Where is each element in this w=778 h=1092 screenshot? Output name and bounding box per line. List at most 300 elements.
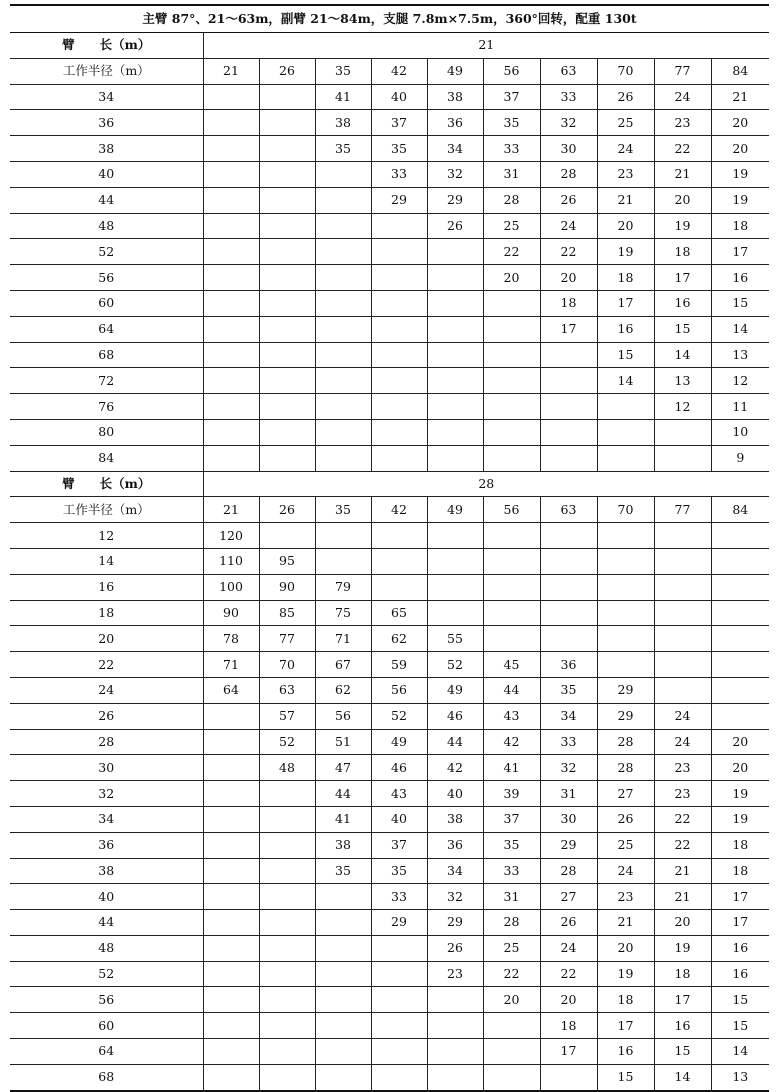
capacity-cell: 44 [427, 729, 483, 755]
capacity-cell [259, 781, 315, 807]
capacity-cell [427, 548, 483, 574]
capacity-cell: 17 [654, 265, 711, 291]
jib-length-header: 84 [711, 497, 769, 523]
capacity-cell [259, 239, 315, 265]
capacity-cell [203, 781, 259, 807]
jib-length-header: 35 [315, 497, 371, 523]
jib-length-header: 56 [483, 58, 540, 84]
capacity-cell: 52 [371, 703, 427, 729]
boom-length-row [10, 471, 769, 497]
capacity-cell: 16 [597, 316, 654, 342]
capacity-cell: 33 [540, 84, 597, 110]
capacity-cell: 16 [597, 1039, 654, 1065]
capacity-cell: 90 [259, 574, 315, 600]
capacity-cell [427, 316, 483, 342]
capacity-cell [711, 703, 769, 729]
radius-cell: 68 [10, 342, 203, 368]
capacity-cell: 45 [483, 652, 540, 678]
capacity-cell [597, 548, 654, 574]
capacity-cell: 23 [597, 161, 654, 187]
capacity-cell: 37 [371, 110, 427, 136]
capacity-cell: 38 [427, 806, 483, 832]
capacity-cell: 77 [259, 626, 315, 652]
capacity-cell: 19 [711, 806, 769, 832]
capacity-cell [259, 342, 315, 368]
capacity-cell: 75 [315, 600, 371, 626]
capacity-cell [540, 600, 597, 626]
capacity-cell: 26 [427, 213, 483, 239]
radius-cell: 24 [10, 677, 203, 703]
capacity-cell: 31 [540, 781, 597, 807]
load-chart-document [10, 4, 769, 1092]
table-row [10, 368, 769, 394]
capacity-cell [540, 523, 597, 549]
capacity-cell [427, 342, 483, 368]
capacity-cell: 17 [597, 290, 654, 316]
capacity-cell: 31 [483, 884, 540, 910]
capacity-cell: 35 [371, 136, 427, 162]
capacity-cell [371, 935, 427, 961]
capacity-cell: 34 [540, 703, 597, 729]
capacity-cell [315, 1064, 371, 1090]
capacity-cell: 17 [540, 316, 597, 342]
table-row [10, 755, 769, 781]
capacity-cell: 19 [711, 187, 769, 213]
capacity-cell [654, 574, 711, 600]
capacity-cell: 41 [483, 755, 540, 781]
capacity-cell: 38 [427, 84, 483, 110]
capacity-cell: 14 [711, 1039, 769, 1065]
capacity-cell: 32 [427, 161, 483, 187]
capacity-cell: 78 [203, 626, 259, 652]
capacity-cell: 41 [315, 84, 371, 110]
capacity-cell: 18 [711, 858, 769, 884]
table-row [10, 342, 769, 368]
capacity-cell [203, 445, 259, 471]
capacity-cell: 35 [540, 677, 597, 703]
capacity-cell: 21 [654, 884, 711, 910]
radius-cell: 44 [10, 910, 203, 936]
capacity-cell: 70 [259, 652, 315, 678]
capacity-cell [427, 419, 483, 445]
capacity-cell [483, 1013, 540, 1039]
capacity-cell: 19 [597, 961, 654, 987]
capacity-cell [427, 445, 483, 471]
radius-cell: 40 [10, 884, 203, 910]
capacity-cell: 35 [483, 832, 540, 858]
capacity-cell [259, 290, 315, 316]
capacity-cell [315, 987, 371, 1013]
jib-length-header: 49 [427, 497, 483, 523]
capacity-cell: 18 [540, 290, 597, 316]
working-radius-label: 工作半径（m） [10, 497, 203, 523]
capacity-cell [371, 523, 427, 549]
capacity-cell [654, 548, 711, 574]
capacity-cell [259, 910, 315, 936]
capacity-cell [371, 1064, 427, 1090]
capacity-cell: 20 [711, 136, 769, 162]
capacity-cell: 52 [259, 729, 315, 755]
capacity-cell: 44 [315, 781, 371, 807]
capacity-cell [203, 1013, 259, 1039]
capacity-cell: 23 [597, 884, 654, 910]
radius-cell: 40 [10, 161, 203, 187]
table-row [10, 419, 769, 445]
capacity-cell [371, 574, 427, 600]
radius-cell: 80 [10, 419, 203, 445]
capacity-cell: 19 [711, 161, 769, 187]
capacity-cell [259, 110, 315, 136]
capacity-cell [711, 574, 769, 600]
capacity-cell [371, 1039, 427, 1065]
capacity-cell [597, 419, 654, 445]
capacity-cell: 85 [259, 600, 315, 626]
capacity-cell: 18 [711, 213, 769, 239]
capacity-cell: 34 [427, 136, 483, 162]
capacity-cell [203, 419, 259, 445]
capacity-cell: 15 [711, 1013, 769, 1039]
boom-length-value: 21 [203, 33, 769, 59]
table-row [10, 265, 769, 291]
capacity-cell [427, 1013, 483, 1039]
capacity-cell [427, 1039, 483, 1065]
capacity-cell [597, 626, 654, 652]
capacity-cell [427, 239, 483, 265]
capacity-cell: 30 [540, 806, 597, 832]
capacity-cell: 15 [654, 316, 711, 342]
capacity-cell [540, 574, 597, 600]
capacity-cell: 22 [483, 239, 540, 265]
capacity-cell [203, 265, 259, 291]
capacity-cell [259, 368, 315, 394]
capacity-cell: 18 [597, 265, 654, 291]
capacity-cell: 24 [540, 935, 597, 961]
capacity-cell [259, 445, 315, 471]
capacity-cell: 39 [483, 781, 540, 807]
jib-length-header: 77 [654, 58, 711, 84]
capacity-cell [540, 394, 597, 420]
capacity-cell: 20 [597, 213, 654, 239]
capacity-cell: 37 [483, 806, 540, 832]
radius-cell: 28 [10, 729, 203, 755]
capacity-cell [315, 265, 371, 291]
table-row [10, 703, 769, 729]
capacity-cell [203, 394, 259, 420]
radius-cell: 36 [10, 110, 203, 136]
capacity-cell [483, 445, 540, 471]
capacity-cell: 22 [483, 961, 540, 987]
radius-cell: 34 [10, 806, 203, 832]
table-row [10, 445, 769, 471]
jib-length-header: 49 [427, 58, 483, 84]
capacity-cell: 24 [540, 213, 597, 239]
capacity-cell: 28 [483, 187, 540, 213]
capacity-cell: 55 [427, 626, 483, 652]
capacity-cell: 46 [427, 703, 483, 729]
capacity-cell: 18 [654, 961, 711, 987]
radius-cell: 68 [10, 1064, 203, 1090]
capacity-cell [203, 935, 259, 961]
radius-cell: 48 [10, 213, 203, 239]
table-row [10, 961, 769, 987]
capacity-cell [371, 239, 427, 265]
table-row [10, 1039, 769, 1065]
capacity-cell [483, 1064, 540, 1090]
capacity-cell [203, 832, 259, 858]
radius-cell: 38 [10, 136, 203, 162]
jib-length-header: 35 [315, 58, 371, 84]
capacity-cell [203, 213, 259, 239]
capacity-cell: 63 [259, 677, 315, 703]
capacity-cell [711, 523, 769, 549]
capacity-cell: 62 [315, 677, 371, 703]
capacity-cell [203, 755, 259, 781]
capacity-cell: 32 [540, 755, 597, 781]
capacity-cell: 31 [483, 161, 540, 187]
capacity-cell: 12 [711, 368, 769, 394]
capacity-cell: 33 [483, 858, 540, 884]
capacity-cell: 28 [540, 161, 597, 187]
radius-cell: 76 [10, 394, 203, 420]
table-title-row [10, 5, 769, 33]
capacity-cell [597, 574, 654, 600]
capacity-cell [427, 574, 483, 600]
capacity-cell [371, 394, 427, 420]
capacity-cell [259, 161, 315, 187]
radius-cell: 72 [10, 368, 203, 394]
capacity-cell [203, 342, 259, 368]
capacity-cell [203, 136, 259, 162]
capacity-cell [371, 290, 427, 316]
capacity-cell [483, 600, 540, 626]
capacity-cell: 33 [540, 729, 597, 755]
capacity-cell: 22 [540, 239, 597, 265]
capacity-cell: 13 [711, 1064, 769, 1090]
capacity-cell [427, 523, 483, 549]
radius-cell: 34 [10, 84, 203, 110]
capacity-cell: 25 [483, 935, 540, 961]
capacity-cell: 16 [654, 290, 711, 316]
capacity-cell [654, 445, 711, 471]
boom-length-label: 臂 长（m） [10, 471, 203, 497]
radius-cell: 26 [10, 703, 203, 729]
capacity-cell: 16 [711, 935, 769, 961]
capacity-cell [315, 445, 371, 471]
radius-cell: 36 [10, 832, 203, 858]
table-row [10, 626, 769, 652]
capacity-cell: 24 [654, 703, 711, 729]
capacity-cell: 43 [483, 703, 540, 729]
capacity-cell: 23 [654, 781, 711, 807]
capacity-cell [371, 342, 427, 368]
radius-cell: 22 [10, 652, 203, 678]
table-title: 主臂 87°、21～63m，副臂 21～84m，支腿 7.8m×7.5m，360°回转，配重 130t [10, 5, 769, 33]
capacity-cell: 47 [315, 755, 371, 781]
capacity-cell: 19 [597, 239, 654, 265]
capacity-cell: 26 [427, 935, 483, 961]
capacity-cell [483, 394, 540, 420]
jib-length-header: 63 [540, 58, 597, 84]
capacity-cell: 21 [597, 187, 654, 213]
capacity-cell: 67 [315, 652, 371, 678]
table-row [10, 239, 769, 265]
capacity-cell: 22 [654, 136, 711, 162]
table-row [10, 677, 769, 703]
capacity-cell: 32 [427, 884, 483, 910]
capacity-cell [259, 1064, 315, 1090]
capacity-cell [483, 419, 540, 445]
capacity-cell [203, 187, 259, 213]
capacity-cell [315, 187, 371, 213]
capacity-cell: 52 [427, 652, 483, 678]
capacity-cell [203, 290, 259, 316]
capacity-cell: 26 [540, 187, 597, 213]
table-row [10, 832, 769, 858]
capacity-cell [540, 419, 597, 445]
jib-length-header: 21 [203, 497, 259, 523]
capacity-cell: 34 [427, 858, 483, 884]
capacity-cell [315, 548, 371, 574]
table-row [10, 910, 769, 936]
radius-cell: 16 [10, 574, 203, 600]
capacity-cell: 20 [711, 755, 769, 781]
capacity-cell: 56 [315, 703, 371, 729]
capacity-cell: 38 [315, 110, 371, 136]
capacity-cell: 27 [597, 781, 654, 807]
table-row [10, 110, 769, 136]
capacity-cell: 29 [597, 677, 654, 703]
radius-cell: 64 [10, 1039, 203, 1065]
capacity-cell [483, 626, 540, 652]
capacity-cell [427, 368, 483, 394]
capacity-cell [315, 239, 371, 265]
capacity-cell [427, 1064, 483, 1090]
table-row [10, 316, 769, 342]
table-row [10, 884, 769, 910]
capacity-cell: 24 [654, 84, 711, 110]
radius-cell: 52 [10, 961, 203, 987]
capacity-cell [371, 548, 427, 574]
capacity-cell [315, 161, 371, 187]
capacity-cell [259, 394, 315, 420]
capacity-cell: 20 [540, 987, 597, 1013]
capacity-cell [315, 316, 371, 342]
capacity-cell: 42 [483, 729, 540, 755]
capacity-cell: 20 [654, 910, 711, 936]
capacity-cell [540, 1064, 597, 1090]
capacity-cell: 28 [597, 729, 654, 755]
table-row [10, 806, 769, 832]
table-row [10, 84, 769, 110]
capacity-cell: 11 [711, 394, 769, 420]
capacity-cell: 17 [597, 1013, 654, 1039]
capacity-cell: 29 [597, 703, 654, 729]
capacity-cell: 62 [371, 626, 427, 652]
capacity-cell [540, 626, 597, 652]
radius-cell: 30 [10, 755, 203, 781]
capacity-cell: 64 [203, 677, 259, 703]
capacity-cell [315, 961, 371, 987]
capacity-cell: 49 [427, 677, 483, 703]
jib-length-header: 42 [371, 58, 427, 84]
table-row [10, 187, 769, 213]
capacity-cell: 36 [427, 832, 483, 858]
capacity-cell [259, 858, 315, 884]
capacity-cell: 95 [259, 548, 315, 574]
table-row [10, 523, 769, 549]
capacity-cell: 12 [654, 394, 711, 420]
capacity-cell: 35 [483, 110, 540, 136]
capacity-cell [711, 600, 769, 626]
capacity-cell: 15 [597, 1064, 654, 1090]
jib-length-header: 70 [597, 58, 654, 84]
capacity-cell: 41 [315, 806, 371, 832]
capacity-cell: 40 [427, 781, 483, 807]
capacity-cell [259, 265, 315, 291]
capacity-cell: 38 [315, 832, 371, 858]
capacity-cell [203, 239, 259, 265]
capacity-cell [203, 910, 259, 936]
capacity-cell: 24 [597, 858, 654, 884]
capacity-cell [203, 987, 259, 1013]
table-row [10, 574, 769, 600]
jib-length-header: 26 [259, 497, 315, 523]
capacity-cell: 22 [540, 961, 597, 987]
capacity-cell: 14 [654, 342, 711, 368]
capacity-cell [259, 1013, 315, 1039]
table-row [10, 1013, 769, 1039]
capacity-cell [203, 161, 259, 187]
capacity-cell: 28 [597, 755, 654, 781]
capacity-cell: 16 [711, 265, 769, 291]
capacity-cell: 56 [371, 677, 427, 703]
capacity-cell [371, 987, 427, 1013]
capacity-cell [259, 84, 315, 110]
table-row [10, 161, 769, 187]
capacity-cell: 65 [371, 600, 427, 626]
table-row [10, 600, 769, 626]
capacity-cell [259, 187, 315, 213]
table-row [10, 1064, 769, 1090]
jib-length-header: 56 [483, 497, 540, 523]
capacity-cell [654, 523, 711, 549]
capacity-cell [315, 523, 371, 549]
capacity-cell: 21 [597, 910, 654, 936]
jib-length-header-row [10, 58, 769, 84]
capacity-cell: 20 [711, 729, 769, 755]
boom-length-row [10, 33, 769, 59]
jib-length-header: 84 [711, 58, 769, 84]
capacity-cell: 14 [654, 1064, 711, 1090]
capacity-cell: 23 [654, 110, 711, 136]
capacity-cell: 22 [654, 832, 711, 858]
table-row [10, 290, 769, 316]
radius-cell: 48 [10, 935, 203, 961]
capacity-cell [259, 136, 315, 162]
capacity-cell: 57 [259, 703, 315, 729]
capacity-cell [203, 84, 259, 110]
radius-cell: 60 [10, 290, 203, 316]
jib-length-header: 42 [371, 497, 427, 523]
capacity-cell: 40 [371, 84, 427, 110]
capacity-cell [259, 935, 315, 961]
capacity-cell: 33 [371, 884, 427, 910]
capacity-cell [540, 548, 597, 574]
capacity-cell: 29 [371, 187, 427, 213]
capacity-cell [259, 523, 315, 549]
capacity-cell [483, 574, 540, 600]
radius-cell: 64 [10, 316, 203, 342]
